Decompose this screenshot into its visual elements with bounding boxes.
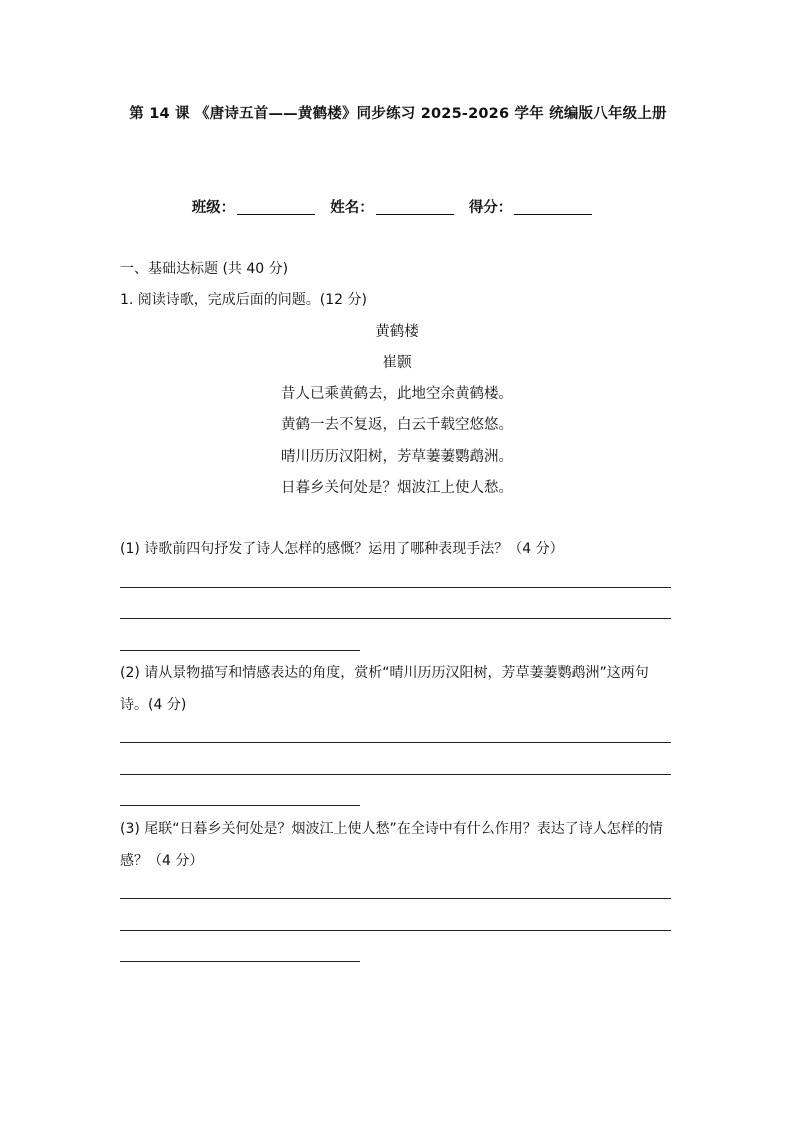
poem-author: 崔颢 bbox=[382, 355, 412, 371]
answer-line[interactable] bbox=[120, 618, 671, 619]
question-1: 1. 阅读诗歌，完成后面的问题。(12 分) bbox=[120, 292, 367, 308]
poem-line-2: 黄鹤一去不复返，白云千载空悠悠。 bbox=[281, 417, 513, 433]
answer-line[interactable] bbox=[120, 650, 360, 651]
student-info-row bbox=[0, 196, 794, 217]
answer-line[interactable] bbox=[120, 898, 671, 899]
answer-line[interactable] bbox=[120, 930, 671, 931]
class-label: 班级： bbox=[191, 200, 236, 216]
sub-question-2: (2) 请从景物描写和情感表达的角度，赏析“晴川历历汉阳树，芳草萋萋鹦鹉洲”这两句诗。(4 分) bbox=[120, 665, 649, 713]
score-label: 得分： bbox=[468, 200, 513, 216]
answer-line[interactable] bbox=[120, 774, 671, 775]
answer-line[interactable] bbox=[120, 742, 671, 743]
poem-line-4: 日暮乡关何处是？烟波江上使人愁。 bbox=[281, 480, 513, 496]
name-blank[interactable] bbox=[376, 198, 454, 215]
section-title: 一、基础达标题 (共 40 分) bbox=[120, 261, 289, 277]
sub-question-3: (3) 尾联“日暮乡关何处是？烟波江上使人愁”在全诗中有什么作用？表达了诗人怎样的情感？（4 分） bbox=[120, 821, 663, 869]
poem-line-3: 晴川历历汉阳树，芳草萋萋鹦鹉洲。 bbox=[281, 449, 513, 465]
answer-line[interactable] bbox=[120, 587, 671, 588]
answer-line[interactable] bbox=[120, 805, 360, 806]
name-label: 姓名： bbox=[330, 200, 374, 216]
sub-question-1: (1) 诗歌前四句抒发了诗人怎样的感慨？运用了哪种表现手法？（4 分） bbox=[120, 541, 564, 557]
answer-line[interactable] bbox=[120, 961, 360, 962]
poem-title: 黄鹤楼 bbox=[375, 324, 419, 340]
poem-line-1: 昔人已乘黄鹤去，此地空余黄鹤楼。 bbox=[281, 386, 513, 402]
score-blank[interactable] bbox=[514, 198, 592, 215]
page-title: 第 14 课 《唐诗五首——黄鹤楼》同步练习 2025-2026 学年 统编版八年级上册 bbox=[129, 106, 667, 122]
class-blank[interactable] bbox=[237, 198, 315, 215]
